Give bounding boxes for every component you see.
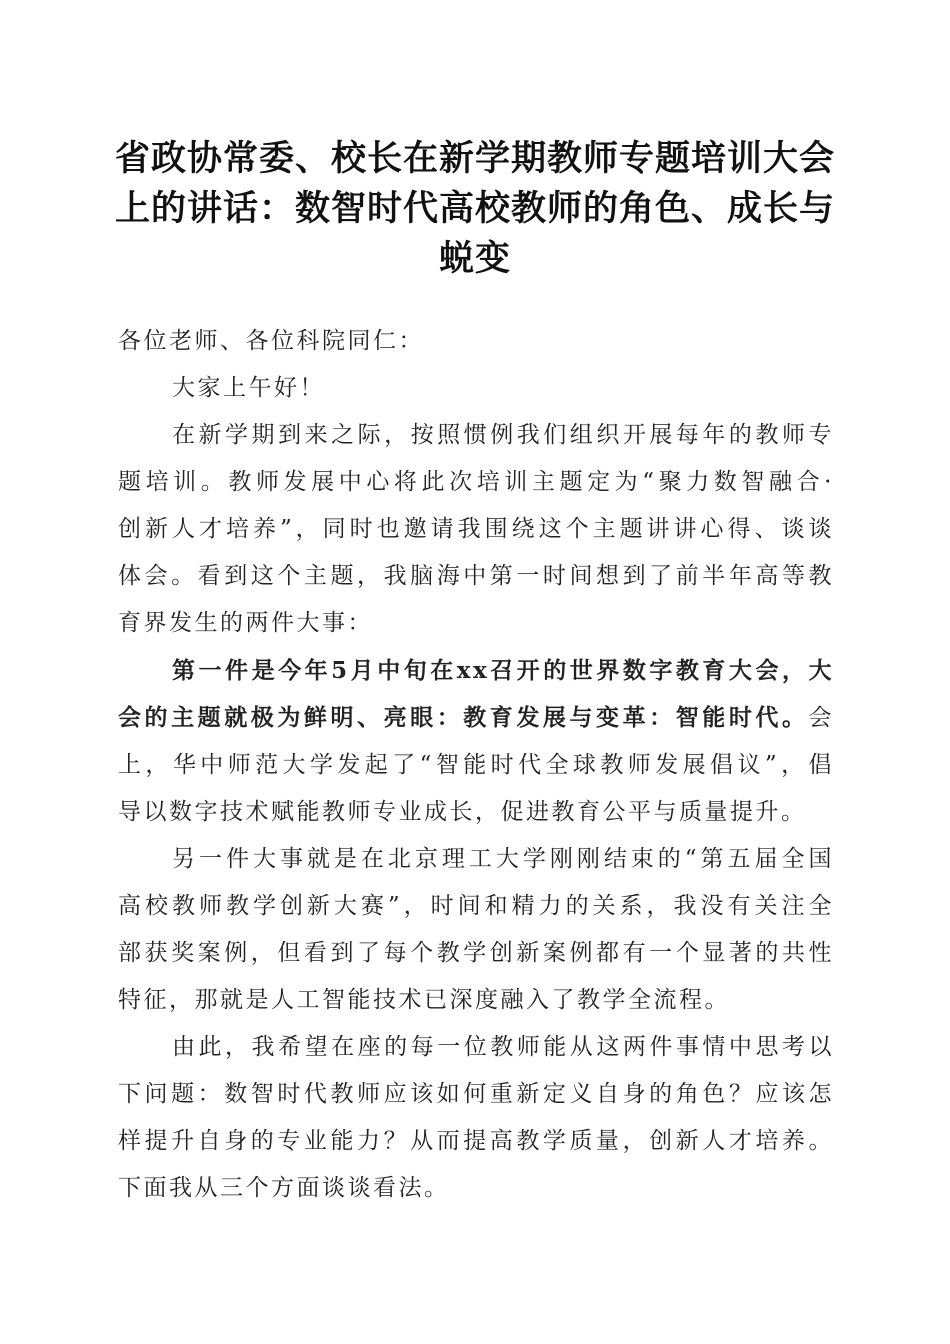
paragraph-line: 特征，那就是人工智能技术已深度融入了教学全流程。 [118, 987, 730, 1013]
document-title [110, 134, 840, 284]
paragraph-line: 下面我从三个方面谈谈看法。 [118, 1175, 450, 1201]
document-body [118, 318, 834, 1212]
paragraph-line-tail: 会 [808, 705, 834, 731]
paragraph-line-bold: 第一件是今年5月中旬在xx召开的世界数字教育大会，大 [172, 657, 834, 684]
salutation-text: 各位老师、各位科院同仁： [118, 328, 424, 354]
paragraph-line: 上，华中师范大学发起了“智能时代全球教师发展倡议”，倡 [118, 752, 834, 778]
paragraph-line: 下问题：数智时代教师应该如何重新定义自身的角色？应该怎 [118, 1081, 834, 1107]
paragraph-4 [118, 1024, 834, 1212]
paragraph-line: 另一件大事就是在北京理工大学刚刚结束的“第五届全国 [172, 846, 834, 872]
paragraph-line [118, 694, 834, 742]
paragraph-1 [118, 412, 834, 647]
paragraph-3 [118, 836, 834, 1024]
paragraph-line: 创新人才培养”，同时也邀请我围绕这个主题讲讲心得、谈谈 [118, 516, 834, 542]
paragraph-line: 高校教师教学创新大赛”，时间和精力的关系，我没有关注全 [118, 893, 834, 919]
paragraph-line: 题培训。教师发展中心将此次培训主题定为“聚力数智融合· [118, 469, 834, 495]
paragraph-line: 体会。看到这个主题，我脑海中第一时间想到了前半年高等教 [118, 563, 834, 589]
greeting [118, 365, 834, 412]
salutation [118, 318, 834, 365]
paragraph-line: 在新学期到来之际，按照惯例我们组织开展每年的教师专 [172, 422, 834, 448]
title-line: 省政协常委、校长在新学期教师专题培训大会 [114, 138, 835, 179]
paragraph-line: 部获奖案例，但看到了每个教学创新案例都有一个显著的共性 [118, 940, 834, 966]
paragraph-2 [118, 647, 834, 836]
greeting-text: 大家上午好！ [172, 375, 325, 401]
paragraph-line: 育界发生的两件大事： [118, 610, 373, 636]
paragraph-line: 导以数字技术赋能教师专业成长，促进教育公平与质量提升。 [118, 799, 807, 825]
paragraph-line: 样提升自身的专业能力？从而提高教学质量，创新人才培养。 [118, 1128, 834, 1154]
paragraph-line-bold: 会的主题就极为鲜明、亮眼：教育发展与变革：智能时代。 [118, 704, 809, 731]
title-line: 蜕变 [438, 238, 511, 279]
paragraph-line: 由此，我希望在座的每一位教师能从这两件事情中思考以 [172, 1034, 834, 1060]
title-line: 上的讲话：数智时代高校教师的角色、成长与 [114, 188, 835, 229]
